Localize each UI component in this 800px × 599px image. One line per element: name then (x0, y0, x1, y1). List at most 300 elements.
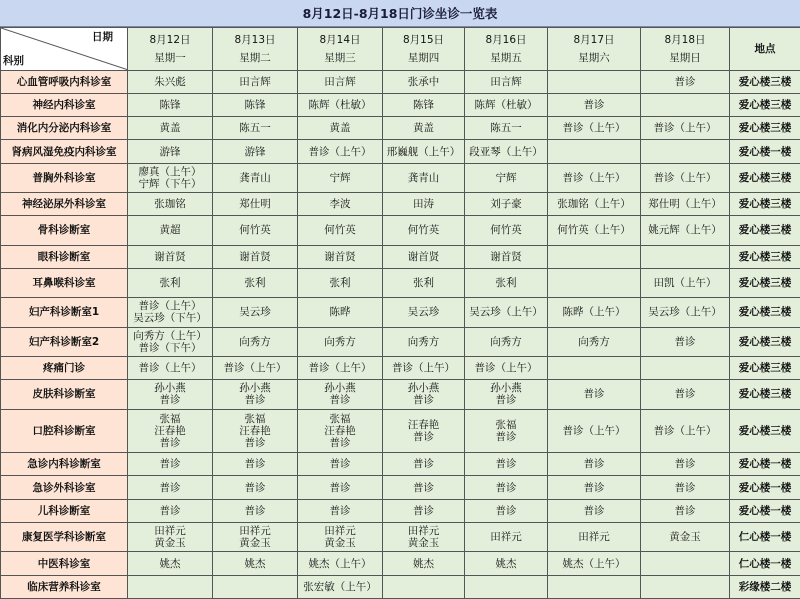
schedule-cell (298, 268, 383, 297)
schedule-cell (213, 575, 298, 598)
doctor-entry: 普诊 (329, 481, 351, 494)
location-cell: 仁心楼一楼 (730, 552, 800, 575)
doctor-entry: 普诊 (413, 504, 434, 517)
schedule-cell (383, 245, 465, 268)
schedule-cell (213, 523, 298, 552)
header-day-3 (298, 28, 383, 71)
location-cell: 爱心楼一楼 (730, 140, 800, 163)
schedule-cell (465, 409, 548, 453)
doctor-entry: 张利 (159, 277, 181, 290)
table-row (1, 357, 800, 380)
dept-cell: 急诊外科诊室 (1, 476, 128, 499)
dept-cell: 普胸外科诊室 (1, 163, 128, 192)
header-row (1, 28, 800, 71)
location-cell: 爱心楼三楼 (730, 245, 800, 268)
location-cell: 彩缘楼二楼 (730, 575, 800, 598)
schedule-cell (641, 575, 730, 598)
doctor-entry: 陈五一 (490, 122, 522, 135)
doctor-entry: 普诊（上午） (474, 362, 538, 375)
header-date-label: 日期 (92, 31, 113, 43)
doctor-entry: 段亚琴（上午） (469, 145, 543, 158)
schedule-cell (128, 216, 213, 245)
header-day-4 (383, 28, 465, 71)
schedule-cell (641, 117, 730, 140)
schedule-cell (298, 476, 383, 499)
doctor-entry: 吴云珍（上午） (469, 306, 543, 319)
schedule-cell (128, 575, 213, 598)
doctor-entry: 普诊 (674, 335, 696, 348)
header-day-7 (641, 28, 730, 71)
table-row (1, 93, 800, 116)
doctor-entry: 孙小燕 (407, 382, 440, 395)
doctor-entry: 普诊（上午） (562, 122, 626, 135)
schedule-cell (548, 268, 641, 297)
header-dept-label: 科别 (3, 54, 24, 67)
header-location: 地点 (730, 28, 800, 71)
location-cell: 爱心楼一楼 (730, 476, 800, 499)
schedule-cell (383, 327, 465, 356)
schedule-cell (298, 298, 383, 327)
schedule-cell (298, 140, 383, 163)
schedule-cell (213, 93, 298, 116)
doctor-entry: 张福 (244, 412, 266, 425)
schedule-cell (548, 117, 641, 140)
doctor-entry: 普诊 (495, 504, 517, 517)
doctor-entry: 普诊 (329, 394, 351, 407)
doctor-entry: 普诊（上午） (392, 362, 455, 375)
doctor-entry: 普诊 (159, 436, 181, 449)
schedule-cell (465, 70, 548, 93)
location-cell: 爱心楼三楼 (730, 216, 800, 245)
schedule-cell (548, 552, 641, 575)
doctor-entry: 陈辉（杜敏） (308, 98, 372, 111)
doctor-entry: 黄盖 (413, 122, 434, 135)
doctor-entry: 普诊 (159, 394, 181, 407)
doctor-entry: 普诊 (159, 458, 181, 471)
doctor-entry: 普诊 (244, 504, 266, 517)
doctor-entry: 游锋 (159, 145, 181, 158)
table-row (1, 268, 800, 297)
doctor-entry: 邢巍舰（上午） (386, 145, 461, 158)
doctor-entry: 姚元辉（上午） (648, 224, 722, 237)
schedule-cell (298, 117, 383, 140)
doctor-entry: 普诊 (244, 481, 266, 494)
doctor-entry: 张福 (159, 412, 181, 425)
doctor-entry: 何竹英 (239, 224, 271, 237)
dept-cell: 疼痛门诊 (1, 357, 128, 380)
location-cell: 爱心楼三楼 (730, 380, 800, 409)
schedule-cell (465, 380, 548, 409)
dept-cell: 眼科诊断室 (1, 245, 128, 268)
schedule-cell (465, 499, 548, 522)
schedule-cell (465, 552, 548, 575)
schedule-cell (213, 140, 298, 163)
header-weekday: 星期四 (407, 51, 440, 64)
schedule-cell (213, 117, 298, 140)
doctor-entry: 普诊 (413, 458, 434, 471)
doctor-entry: 田凯（上午） (653, 277, 717, 290)
doctor-entry: 普诊（上午） (223, 362, 287, 375)
schedule-cell (383, 163, 465, 192)
schedule-cell (213, 298, 298, 327)
schedule-cell (213, 193, 298, 216)
schedule-cell (548, 140, 641, 163)
schedule-cell (383, 523, 465, 552)
schedule-cell (465, 575, 548, 598)
header-day-6 (548, 28, 641, 71)
doctor-entry: 普诊 (583, 458, 605, 471)
doctor-entry: 张珈铭 (154, 198, 186, 211)
header-weekday: 星期五 (490, 51, 522, 64)
doctor-entry: 普诊 (495, 481, 517, 494)
doctor-entry: 黄金玉 (324, 537, 356, 550)
doctor-entry: 普诊 (413, 481, 434, 494)
dept-cell: 消化内分泌内科诊室 (1, 117, 128, 140)
schedule-cell (128, 245, 213, 268)
doctor-entry: 姚杰 (244, 557, 266, 570)
schedule-cell (128, 453, 213, 476)
schedule-cell (213, 409, 298, 453)
doctor-entry: 宁辉（下午） (138, 177, 202, 190)
dept-cell: 神经内科诊室 (1, 93, 128, 116)
schedule-cell (641, 476, 730, 499)
schedule-cell (298, 575, 383, 598)
schedule-cell (548, 357, 641, 380)
header-day-1 (128, 28, 213, 71)
schedule-cell (383, 70, 465, 93)
schedule-cell (548, 499, 641, 522)
doctor-entry: 普诊（上午） (653, 122, 717, 135)
doctor-entry: 陈晔（上午） (562, 306, 626, 319)
schedule-cell (383, 409, 465, 453)
schedule-cell (383, 93, 465, 116)
doctor-entry: 龚青山 (407, 171, 440, 184)
doctor-entry: 普诊 (583, 98, 605, 111)
schedule-cell (465, 140, 548, 163)
doctor-entry: 陈锋 (159, 98, 181, 111)
schedule-cell (383, 357, 465, 380)
header-weekday: 星期日 (669, 51, 701, 64)
doctor-entry: 姚杰 (159, 557, 181, 570)
doctor-entry: 黄金玉 (669, 531, 701, 544)
schedule-cell (383, 476, 465, 499)
doctor-entry: 普诊 (583, 504, 605, 517)
location-cell: 仁心楼一楼 (730, 523, 800, 552)
schedule-cell (298, 163, 383, 192)
schedule-cell (213, 476, 298, 499)
schedule-cell (465, 357, 548, 380)
schedule-cell (383, 575, 465, 598)
schedule-cell (128, 140, 213, 163)
schedule-cell (465, 117, 548, 140)
schedule-cell (383, 552, 465, 575)
doctor-entry: 张宏敏（上午） (303, 580, 377, 593)
doctor-entry: 陈辉（杜敏） (474, 98, 538, 111)
dept-cell: 耳鼻喉科诊室 (1, 268, 128, 297)
doctor-entry: 普诊 (413, 430, 434, 443)
schedule-cell (128, 357, 213, 380)
header-weekday: 星期一 (154, 51, 186, 64)
header-date: 8月15日 (402, 33, 445, 46)
table-row (1, 409, 800, 453)
schedule-cell (128, 409, 213, 453)
location-cell: 爱心楼三楼 (730, 268, 800, 297)
doctor-entry: 何竹英 (324, 224, 356, 237)
schedule-cell (641, 380, 730, 409)
schedule-cell (548, 453, 641, 476)
doctor-entry: 普诊 (159, 504, 181, 517)
doctor-entry: 陈锋 (413, 98, 434, 111)
schedule-cell (641, 327, 730, 356)
table-row (1, 476, 800, 499)
location-cell: 爱心楼三楼 (730, 163, 800, 192)
schedule-cell (548, 70, 641, 93)
header-date: 8月18日 (664, 33, 706, 46)
table-row (1, 245, 800, 268)
dept-cell: 妇产科诊断室1 (1, 298, 128, 327)
doctor-entry: 田祥元 (407, 525, 440, 538)
doctor-entry: 向秀方 (578, 335, 610, 348)
table-row (1, 380, 800, 409)
schedule-cell (213, 552, 298, 575)
header-day-2 (213, 28, 298, 71)
doctor-entry: 吴云珍 (239, 306, 271, 319)
dept-cell: 康复医学科诊断室 (1, 523, 128, 552)
doctor-entry: 张承中 (407, 75, 440, 88)
doctor-entry: 普诊 (674, 481, 696, 494)
schedule-cell (298, 93, 383, 116)
doctor-entry: 普诊（上午） (308, 362, 372, 375)
schedule-cell (298, 453, 383, 476)
schedule-cell (641, 357, 730, 380)
schedule-cell (465, 327, 548, 356)
doctor-entry: 张利 (413, 277, 434, 290)
schedule-cell (298, 193, 383, 216)
table-row (1, 298, 800, 327)
schedule-cell (128, 476, 213, 499)
header-date: 8月14日 (319, 33, 361, 46)
doctor-entry: 普诊 (244, 458, 266, 471)
doctor-entry: 孙小燕 (154, 382, 186, 395)
doctor-entry: 普诊 (674, 504, 696, 517)
schedule-cell (128, 268, 213, 297)
schedule-cell (548, 93, 641, 116)
doctor-entry: 吴云珍（上午） (648, 306, 722, 319)
doctor-entry: 张利 (495, 277, 517, 290)
schedule-cell (548, 216, 641, 245)
schedule-cell (465, 163, 548, 192)
schedule-cell (383, 193, 465, 216)
table-row (1, 140, 800, 163)
schedule-cell (548, 298, 641, 327)
schedule-cell (465, 93, 548, 116)
doctor-entry: 张利 (329, 277, 351, 290)
schedule-cell (383, 380, 465, 409)
doctor-entry: 何竹英（上午） (557, 224, 631, 237)
schedule-cell (465, 476, 548, 499)
doctor-entry: 张福 (495, 418, 517, 431)
doctor-entry: 张利 (244, 277, 266, 290)
doctor-entry: 黄金玉 (407, 537, 440, 550)
doctor-entry: 陈锋 (244, 98, 266, 111)
schedule-cell (213, 499, 298, 522)
schedule-cell (298, 327, 383, 356)
schedule-cell (383, 140, 465, 163)
doctor-entry: 普诊（上午） (562, 171, 626, 184)
doctor-entry: 黄金玉 (154, 537, 186, 550)
schedule-cell (383, 453, 465, 476)
schedule-cell (548, 245, 641, 268)
schedule-cell (213, 70, 298, 93)
schedule-cell (548, 380, 641, 409)
doctor-entry: 谢首贤 (490, 250, 522, 263)
schedule-cell (465, 245, 548, 268)
doctor-entry: 朱兴彪 (154, 75, 186, 88)
table-row (1, 552, 800, 575)
schedule-cell (641, 409, 730, 453)
doctor-entry: 黄盖 (159, 122, 181, 135)
doctor-entry: 黄盖 (329, 122, 351, 135)
table-row (1, 193, 800, 216)
doctor-entry: 普诊 (329, 504, 351, 517)
location-cell: 爱心楼三楼 (730, 409, 800, 453)
doctor-entry: 向秀方 (324, 335, 356, 348)
table-row (1, 117, 800, 140)
schedule-cell (298, 380, 383, 409)
header-weekday: 星期三 (324, 51, 356, 64)
table-row (1, 163, 800, 192)
location-cell: 爱心楼三楼 (730, 193, 800, 216)
schedule-cell (128, 523, 213, 552)
doctor-entry: 廖真（上午） (138, 165, 202, 178)
doctor-entry: 向秀方 (407, 335, 440, 348)
doctor-entry: 谢首贤 (239, 250, 271, 263)
doctor-entry: 游锋 (244, 145, 266, 158)
schedule-cell (383, 298, 465, 327)
table-row (1, 453, 800, 476)
schedule-cell (641, 93, 730, 116)
schedule-cell (548, 163, 641, 192)
schedule-cell (298, 499, 383, 522)
table-row (1, 70, 800, 93)
schedule-cell (465, 298, 548, 327)
doctor-entry: 普诊 (495, 394, 517, 407)
schedule-cell (465, 193, 548, 216)
dept-cell: 临床营养科诊室 (1, 575, 128, 598)
table-row (1, 575, 800, 598)
dept-cell: 肾病风湿免疫内科诊室 (1, 140, 128, 163)
table-row (1, 216, 800, 245)
doctor-entry: 孙小燕 (324, 382, 356, 395)
header-weekday: 星期二 (239, 51, 271, 64)
schedule-cell (128, 193, 213, 216)
doctor-entry: 姚杰（上午） (562, 557, 626, 570)
doctor-entry: 汪春艳 (154, 424, 186, 437)
dept-cell: 口腔科诊断室 (1, 409, 128, 453)
schedule-cell (383, 117, 465, 140)
schedule-cell (128, 163, 213, 192)
dept-cell: 儿科诊断室 (1, 499, 128, 522)
schedule-cell (128, 93, 213, 116)
schedule-cell (548, 575, 641, 598)
location-cell: 爱心楼三楼 (730, 327, 800, 356)
doctor-entry: 陈晔 (329, 306, 351, 319)
schedule-cell (213, 163, 298, 192)
schedule-cell (213, 327, 298, 356)
schedule-cell (213, 268, 298, 297)
doctor-entry: 姚杰 (495, 557, 517, 570)
doctor-entry: 汪春艳 (324, 424, 356, 437)
doctor-entry: 田祥元 (154, 525, 186, 538)
doctor-entry: 谢首贤 (154, 250, 186, 263)
schedule-cell (465, 268, 548, 297)
schedule-cell (298, 523, 383, 552)
schedule-cell (641, 193, 730, 216)
table-row (1, 327, 800, 356)
doctor-entry: 普诊（上午） (653, 171, 717, 184)
doctor-entry: 普诊（上午） (562, 424, 626, 437)
doctor-entry: 普诊 (674, 75, 696, 88)
doctor-entry: 向秀方 (239, 335, 271, 348)
header-day-5 (465, 28, 548, 71)
doctor-entry: 黄金玉 (239, 537, 271, 550)
schedule-cell (298, 245, 383, 268)
doctor-entry: 汪春艳 (407, 418, 440, 431)
doctor-entry: 普诊 (244, 394, 266, 407)
doctor-entry: 何竹英 (490, 224, 522, 237)
schedule-cell (641, 140, 730, 163)
schedule-cell (213, 245, 298, 268)
schedule-cell (641, 298, 730, 327)
doctor-entry: 龚青山 (239, 171, 271, 184)
schedule-cell (641, 499, 730, 522)
schedule-cell (641, 70, 730, 93)
table-row (1, 523, 800, 552)
schedule-cell (128, 70, 213, 93)
schedule-cell (641, 453, 730, 476)
doctor-entry: 普诊（下午） (138, 341, 202, 354)
schedule-cell (128, 117, 213, 140)
schedule-cell (641, 523, 730, 552)
doctor-entry: 田祥元 (324, 525, 356, 538)
schedule-cell (548, 409, 641, 453)
doctor-entry: 李波 (329, 198, 351, 211)
schedule-cell (128, 499, 213, 522)
schedule-cell (641, 552, 730, 575)
doctor-entry: 吴云珍 (407, 306, 440, 319)
dept-cell: 皮肤科诊断室 (1, 380, 128, 409)
doctor-entry: 普诊 (244, 436, 266, 449)
doctor-entry: 谢首贤 (324, 250, 356, 263)
doctor-entry: 普诊（上午） (138, 362, 202, 375)
doctor-entry: 姚杰（上午） (308, 557, 372, 570)
doctor-entry: 田言辉 (490, 75, 522, 88)
doctor-entry: 普诊 (583, 388, 605, 401)
doctor-entry: 刘子豪 (490, 198, 522, 211)
schedule-cell (548, 476, 641, 499)
doctor-entry: 何竹英 (407, 224, 440, 237)
page-title: 8月12日-8月18日门诊坐诊一览表 (0, 0, 800, 27)
doctor-entry: 汪春艳 (239, 424, 271, 437)
doctor-entry: 吴云珍（下午） (133, 312, 207, 325)
schedule-cell (213, 357, 298, 380)
header-date: 8月13日 (234, 33, 276, 46)
doctor-entry: 田涛 (413, 198, 434, 211)
doctor-entry: 普诊 (674, 458, 696, 471)
doctor-entry: 向秀方（上午） (133, 329, 207, 342)
doctor-entry: 宁辉 (495, 171, 517, 184)
doctor-entry: 田言辉 (239, 75, 271, 88)
